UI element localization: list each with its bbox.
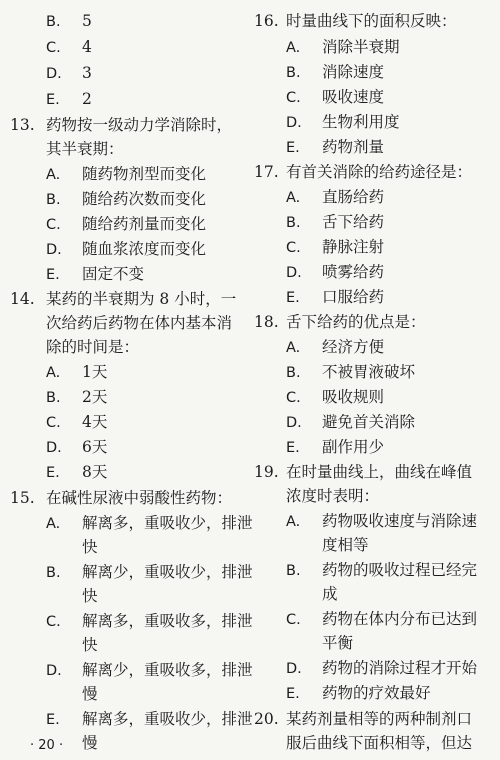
option-q19-a: A. 药物吸收速度与消除速 (286, 512, 478, 530)
option-q16-e: E. 药物剂量 (286, 138, 385, 156)
question-14-stem-1: 某药的半衰期为 8 小时，一 (46, 290, 237, 308)
question-14-stem-3: 除的时间是： (46, 338, 140, 356)
option-q16-a: A. 消除半衰期 (286, 38, 400, 56)
question-13-number: 13. (10, 116, 35, 134)
option-q15-e-cont: 慢 (82, 734, 98, 752)
question-20-number: 20. (254, 710, 279, 728)
option-q12-b: B. 5 (46, 12, 92, 30)
option-q13-c: C. 随给药剂量而变化 (46, 215, 207, 233)
option-q15-a: A. 解离多，重吸收少，排泄 (46, 514, 253, 532)
question-19-stem-2: 浓度时表明： (286, 487, 380, 505)
option-q19-d: D. 药物的消除过程才开始 (286, 659, 478, 677)
option-q13-e: E. 固定不变 (46, 265, 145, 283)
option-q16-b: B. 消除速度 (286, 63, 385, 81)
option-q14-d: D. 6天 (46, 438, 108, 456)
option-q15-a-cont: 快 (82, 538, 98, 556)
question-16-number: 16. (254, 12, 279, 30)
option-q19-b-cont: 成 (322, 585, 338, 603)
option-q14-a: A. 1天 (46, 363, 108, 381)
option-q17-a: A. 直肠给药 (286, 188, 385, 206)
option-q12-e: E. 2 (46, 90, 92, 108)
option-q18-e: E. 副作用少 (286, 438, 385, 456)
option-q16-d: D. 生物利用度 (286, 113, 400, 131)
page-number: · 20 · (30, 738, 64, 753)
option-q17-c: C. 静脉注射 (286, 238, 385, 256)
option-q14-e: E. 8天 (46, 463, 108, 481)
question-14-stem-2: 次给药后药物在体内基本消 (46, 314, 233, 332)
option-q17-b: B. 舌下给药 (286, 213, 385, 231)
question-19-number: 19. (254, 463, 279, 481)
question-17-stem: 有首关消除的给药途径是： (286, 163, 473, 181)
question-20-stem-2: 服后曲线下面积相等，但达 (286, 734, 473, 752)
option-q15-b-cont: 快 (82, 587, 98, 605)
option-q15-d-cont: 慢 (82, 685, 98, 703)
question-16-stem: 时量曲线下的面积反映： (286, 12, 457, 30)
question-18-number: 18. (254, 313, 279, 331)
question-19-stem-1: 在时量曲线上，曲线在峰值 (286, 463, 473, 481)
question-20-stem-1: 某药剂量相等的两种制剂口 (286, 710, 473, 728)
option-q15-b: B. 解离少，重吸收少，排泄 (46, 563, 253, 581)
option-q15-c-cont: 快 (82, 636, 98, 654)
question-17-number: 17. (254, 163, 279, 181)
option-q18-c: C. 吸收规则 (286, 388, 385, 406)
question-18-stem: 舌下给药的优点是： (286, 313, 426, 331)
option-q12-d: D. 3 (46, 64, 92, 82)
option-q15-c: C. 解离多，重吸收多，排泄 (46, 612, 253, 630)
option-q19-b: B. 药物的吸收过程已经完 (286, 561, 478, 579)
question-14-number: 14. (10, 290, 35, 308)
option-q18-b: B. 不被胃液破坏 (286, 363, 416, 381)
option-q13-b: B. 随给药次数而变化 (46, 190, 207, 208)
question-15-number: 15. (10, 489, 35, 507)
option-q19-e: E. 药物的疗效最好 (286, 684, 431, 702)
question-13-stem-2: 其半衰期： (46, 140, 124, 158)
option-q17-e: E. 口服给药 (286, 288, 385, 306)
option-q14-c: C. 4天 (46, 413, 108, 431)
option-q13-d: D. 随血浆浓度而变化 (46, 240, 207, 258)
question-15-stem: 在碱性尿液中弱酸性药物： (46, 489, 233, 507)
question-13-stem-1: 药物按一级动力学消除时， (46, 116, 233, 134)
option-q17-d: D. 喷雾给药 (286, 263, 385, 281)
option-q18-a: A. 经济方便 (286, 338, 385, 356)
option-q15-e: E. 解离多，重吸收少，排泄 (46, 710, 253, 728)
option-q19-c-cont: 平衡 (322, 634, 354, 652)
option-q13-a: A. 随药物剂型而变化 (46, 165, 207, 183)
option-q19-a-cont: 度相等 (322, 536, 369, 554)
option-q18-d: D. 避免首关消除 (286, 413, 416, 431)
option-q16-c: C. 吸收速度 (286, 88, 385, 106)
option-q12-c: C. 4 (46, 38, 92, 56)
option-q15-d: D. 解离少，重吸收多，排泄 (46, 661, 253, 679)
option-q14-b: B. 2天 (46, 388, 108, 406)
option-q19-c: C. 药物在体内分布已达到 (286, 610, 478, 628)
